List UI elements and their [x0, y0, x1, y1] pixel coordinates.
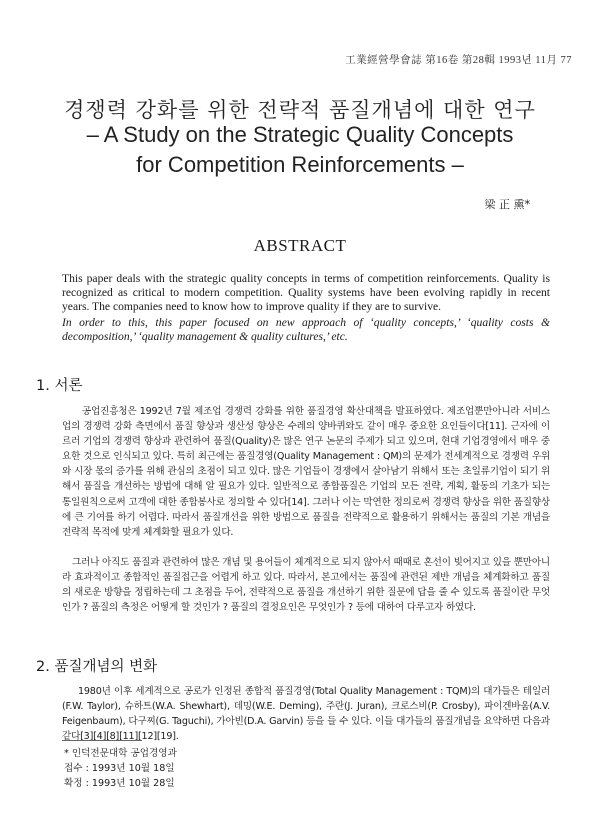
- footnote-received-date: 접수 : 1993년 10월 18일: [64, 763, 175, 774]
- journal-header: 工業經營學會誌 第16卷 第28輯 1993년 11月 77: [345, 55, 572, 66]
- section-heading: 2. 품질개념의 변화: [36, 659, 158, 675]
- abstract-heading: ABSTRACT: [253, 236, 347, 255]
- body-paragraph: 공업진흥청은 1992년 7월 제조업 경쟁력 강화를 위한 품질경영 확산대책을 발표하였다. 제조업뿐만아니라 서비스업의 경쟁력 강화 측면에서 품질 향상과 생산성 향상은 수레의 양바퀴와도 같이 매우 중요한 요인들이다[11]. 근자에 이르러 기업의 경쟁력 향상과 관련하여 품질(Quality)은 많은 연구 논문의 주제가 되고 있으며, 현대 기업경영에서 매우 중요한 것으로 인식되고 있다. 특히 최근에는 품질경영(Quality Management : QM)의 문제가 전세계적으로 경쟁력 우위와 시장 몫의 증가를 위해 관심의 초점이 되고 있다. 많은 기업들이 경쟁에서 살아남기 위해서 또는 초일류기업이 되기 위해서 품질을 개선하는 방법에 대해 알 필요가 있다. 일반적으로 종합품질은 기업의 모든 전략, 계획, 활동의 기초가 되는 통일원칙으로써 고객에 대한 종합봉사로 정의할 수 있다[14]. 그러나 이는 막연한 정의로써 경쟁력 향상을 위한 품질향상에 큰 기여를 하기 어렵다. 따라서 품질개선을 위한 방법으로 품질을 전략적으로 활용하기 위해서는 품질의 기본 개념을 전략적 목적에 맞게 체계화할 필요가 있다.: [62, 406, 550, 538]
- body-paragraph: 그러나 아직도 품질과 관련하여 많은 개념 및 용어들이 체계적으로 되지 않아서 때때로 혼선이 빚어지고 있을 뿐만아니라 효과적이고 종합적인 품질접근을 어렵게 하고 있다. 따라서, 본고에서는 품질에 관련된 제반 개념을 체계화하고 품질의 새로운 방향을 정립하는데 그 초점을 두어, 전략적으로 품질을 개선하기 위한 질문에 답을 줄 수 있도록 품질이란 무엇인가 ? 품질의 측정은 어떻게 할 것인가 ? 품질의 결정요인은 무엇인가 ? 등에 대하여 다루고자 하였다.: [62, 557, 550, 614]
- footnote-accepted-date: 확정 : 1993년 10월 28일: [64, 778, 175, 789]
- footnote-divider: [62, 740, 142, 741]
- body-paragraph: 1980년 이후 세계적으로 공로가 인정된 종합적 품질경영(Total Quality Management : TQM)의 대가들은 테일러(F.W. Taylor), 슈하트(W.A. Shewhart), 데밍(W.E. Deming), 주란(J. Juran), 크로스비(P. Crosby), 파이겐바움(A.V. Feigenbaum), 다구찌(G. Taguchi), 가아빈(D.A. Garvin) 등을 들 수 있다. 이들 대가들의 품질개념을 요약하면 다음과 같다[3][4][8][11][12][19].: [62, 686, 550, 743]
- abstract-paragraph: This paper deals with the strategic quality concepts in terms of competition reinforcements. Quality is recognized as critical to modern competition. Quality systems have been evolving rapidly in recent years. The companies need to know how to improve quality if they are to survive.: [62, 272, 550, 314]
- abstract-paragraph: In order to this, this paper focused on new approach of ‘quality concepts,’ ‘quality costs & decomposition,’ ‘quality management & quality cultures,’ etc.: [62, 316, 550, 344]
- korean-title: 경쟁력 강화를 위한 전략적 품질개념에 대한 연구: [64, 98, 536, 122]
- footnote-affiliation: * 인덕전문대학 공업경영과: [64, 748, 177, 759]
- english-title-line1: – A Study on the Strategic Quality Concepts: [86, 122, 514, 147]
- english-title-line2: for Competition Reinforcements –: [136, 152, 464, 177]
- footnotes: [64, 746, 177, 791]
- author-name: 梁 正 熏*: [484, 198, 530, 211]
- section-heading: 1. 서론: [36, 378, 83, 394]
